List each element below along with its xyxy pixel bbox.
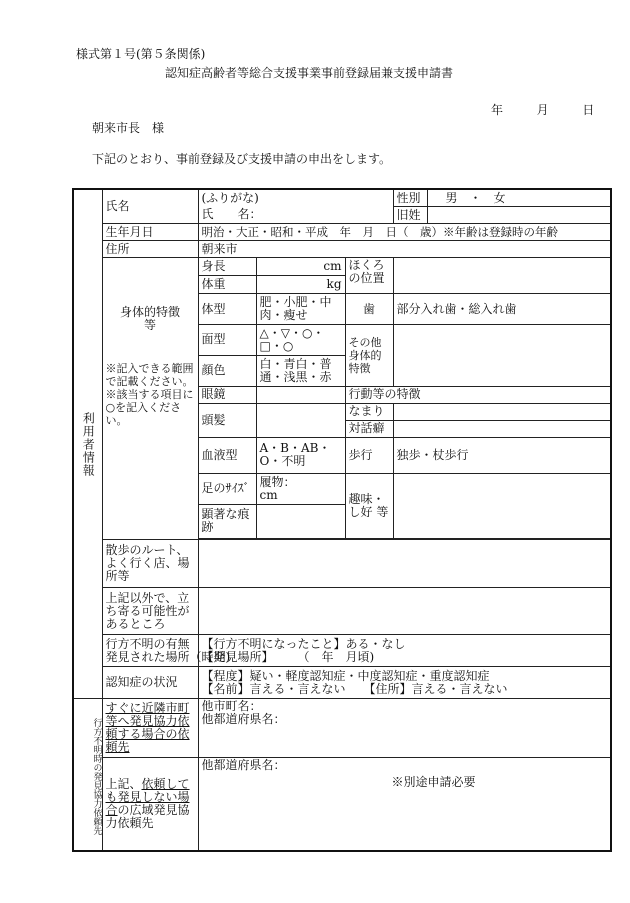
walk-value[interactable]: 独歩・杖歩行 [393,437,611,473]
form-title: 認知症高齢者等総合支援事業事前登録届兼支援申請書 [165,66,454,80]
missing-label [102,635,231,667]
hair-value[interactable] [256,403,345,437]
mole-value[interactable] [393,258,611,294]
physical-note-range: ※記入できる範囲で記載ください。 [105,362,194,389]
glasses-label: 眼鏡 [198,386,256,403]
other-features-value[interactable] [393,325,611,387]
glasses-value[interactable] [256,386,345,403]
dementia-value[interactable] [198,667,611,699]
hobby-value[interactable] [393,473,611,538]
foot-value[interactable]: 履物： cm [256,473,345,504]
weight-unit: kg [326,277,342,292]
blood-label: 血液型 [198,437,256,473]
maiden-value[interactable] [427,207,611,224]
wide-label-pre: 上記、 [105,776,142,791]
teeth-value[interactable]: 部分入れ歯・総入れ歯 [393,294,611,325]
face-value[interactable]: △・▽・○・□・○ [256,325,345,356]
wide-label-post: の広域発見協力依頼先 [105,802,190,830]
missing-value-2: 【発見場所】 （ 年 月頃) [201,649,375,664]
missing-label-1: 行方不明の有無 [105,636,190,651]
walk-route-value[interactable] [198,539,611,587]
date-year: 年 [491,103,504,117]
body-type-value[interactable]: 肥・小肥・中肉・瘦せ [256,294,345,325]
addressee: 朝来市長 様 [92,121,165,135]
birth-value[interactable]: 明治・大正・昭和・平成 年 月 日（ 歳）※年齢は登録時の年齢 [198,224,611,241]
hobby-label: 趣味・し好 等 [345,473,393,538]
address-value[interactable]: 朝来市 [198,241,611,258]
date-day: 日 [582,103,595,117]
accent-label: なまり [345,403,393,420]
height-value[interactable] [256,258,345,276]
walk-route-label: 散歩のルート、よく行く店、場所等 [102,539,198,587]
teeth-label: 歯 [345,294,393,325]
marks-value[interactable] [256,504,345,538]
date-line [491,103,594,117]
missing-label-2: 発見された場所（時期) [105,649,231,664]
wide-label [102,757,198,851]
registration-form-table [72,188,612,852]
marks-label: 顕著な痕跡 [198,504,256,538]
other-places-value[interactable] [198,587,611,635]
address-label: 住所 [102,241,198,258]
mole-label: ほくろの位置 [345,258,393,294]
foot-label: 足のｻｲｽﾞ [198,473,256,504]
height-unit: cm [323,259,342,274]
dementia-label: 認知症の状況 [102,667,198,699]
physical-label: 身体的特徴等 [119,305,180,333]
birth-label: 生年月日 [102,224,198,241]
form-number: 様式第１号(第５条関係) [76,47,206,61]
gender-value[interactable]: 男 ・ 女 [427,189,611,207]
walk-label: 歩行 [345,437,393,473]
missing-value[interactable] [198,635,611,667]
face-label: 面型 [198,325,256,356]
gender-label: 性別 [393,189,427,207]
dementia-value-2: 【名前】言える・言えない 【住所】言える・言えない [201,681,508,696]
complexion-label: 顔色 [198,355,256,386]
name-field[interactable]: 氏 名： [198,207,393,224]
physical-label-cell [102,258,198,540]
behavior-label: 行動等の特徴 [345,386,611,403]
body-type-label: 体型 [198,294,256,325]
speech-label: 対話癖 [345,420,393,437]
missing-value-1: 【行方不明になったこと】ある・なし [201,636,406,651]
other-features-label: その他身体的特徴 [345,325,393,387]
wide-label-underlined: 依頼しても発見しない場合 [105,776,190,817]
blood-value[interactable]: A・B・AB・O・不明 [256,437,345,473]
height-label: 身長 [198,258,256,276]
intro-text: 下記のとおり、事前登録及び支援申請の申出をします。 [92,152,392,166]
weight-label: 体重 [198,276,256,294]
speech-value[interactable] [393,420,611,437]
wide-value-1: 他都道府県名： [201,757,286,772]
nearby-value[interactable] [198,699,611,757]
furigana-field[interactable]: (ふりがな) [198,189,393,207]
wide-value[interactable] [198,757,611,851]
other-places-label: 上記以外で、立ち寄る可能性があるところ [102,587,198,635]
nearby-label-text: すぐに近隣市町等へ発見協力依頼する場合の依頼先 [105,700,190,754]
physical-note-circle: ※該当する項目に○を記入ください。 [105,388,194,428]
hair-label: 頭髪 [198,403,256,437]
maiden-label: 旧姓 [393,207,427,224]
nearby-value-1: 他市町名： [201,699,262,714]
wide-note: ※別途申請必要 [391,774,476,789]
accent-value[interactable] [393,403,611,420]
section-user-info: 利用者情報 [73,189,102,699]
dementia-value-1: 【程度】疑い・軽度認知症・中度認知症・重度認知症 [201,668,490,683]
weight-value[interactable] [256,276,345,294]
complexion-value[interactable]: 白・青白・普通・浅黒・赤 [256,355,345,386]
section-missing-request: 行方不明時の発見協力依頼先 [73,699,102,851]
name-label: 氏名 [102,189,198,224]
date-month: 月 [536,103,549,117]
nearby-value-2: 他都道府県名： [201,712,286,727]
nearby-label [102,699,198,757]
